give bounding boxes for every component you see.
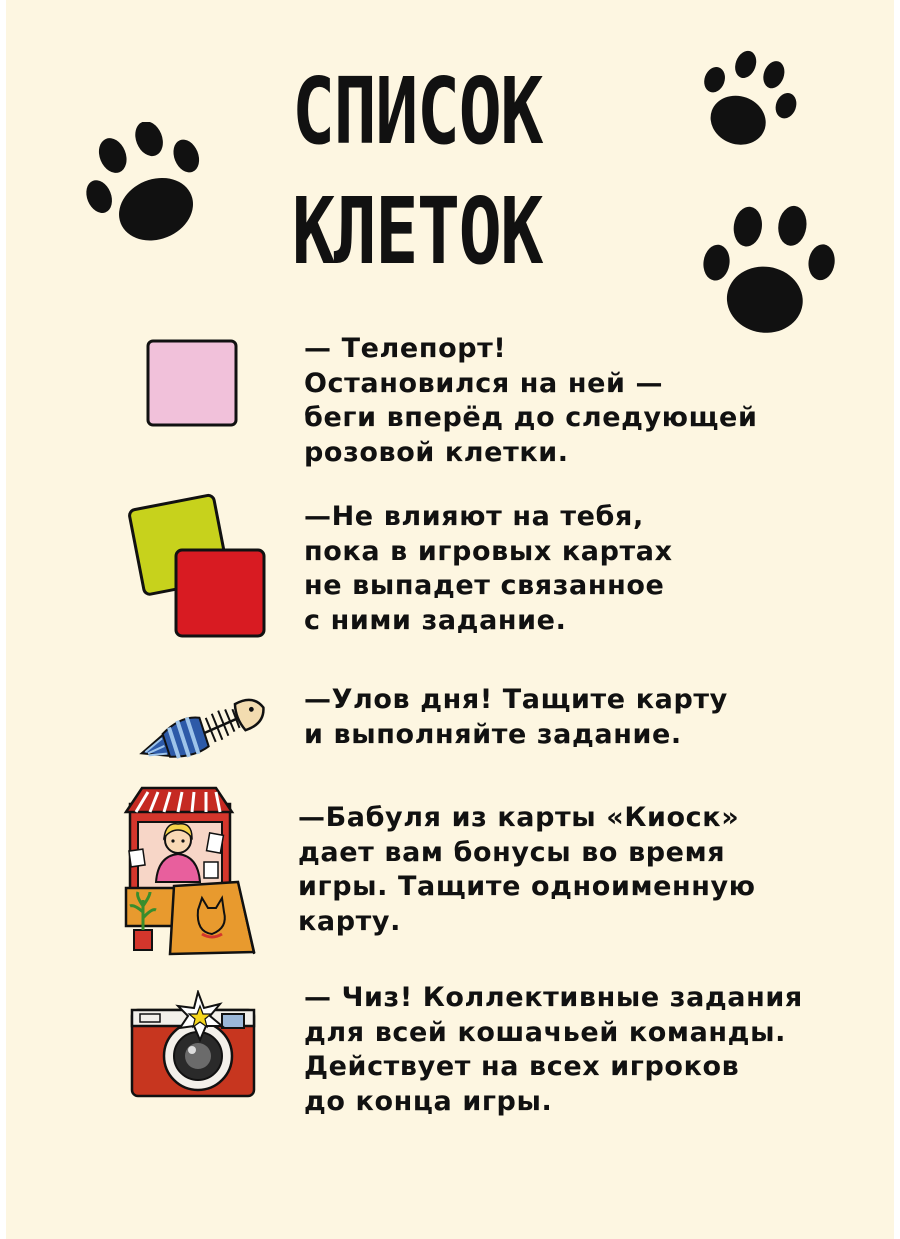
paw-print-icon xyxy=(694,48,804,163)
item-4-line: игры. Тащите одноименную xyxy=(298,871,756,902)
item-4-line: —Бабуля из карты «Киоск» xyxy=(298,802,740,833)
item-1-line: Остановился на ней — xyxy=(304,367,664,399)
fish-skeleton-icon xyxy=(130,684,270,769)
item-2-line: с ними задание. xyxy=(304,604,567,636)
item-4-line: дает вам бонусы во время xyxy=(298,836,726,868)
green-red-squares-icon xyxy=(126,490,276,640)
paw-print-icon xyxy=(694,195,844,345)
item-3-description xyxy=(304,683,728,752)
kiosk-grandma-icon xyxy=(120,782,260,957)
item-2-line: не выпадет связанное xyxy=(304,570,665,601)
item-5-line: Действует на всех игроков xyxy=(304,1051,740,1082)
item-4-description xyxy=(298,801,756,939)
item-2-description xyxy=(304,500,673,638)
item-1-description xyxy=(304,332,757,470)
item-5-line: до конца игры. xyxy=(304,1085,553,1117)
item-5-description xyxy=(304,981,803,1119)
title-line-1: СПИСОК xyxy=(292,58,542,165)
page-title xyxy=(292,52,573,291)
paw-print-icon xyxy=(78,122,223,257)
item-1-line: розовой клетки. xyxy=(304,436,569,468)
item-1-line: — Телепорт! xyxy=(304,333,507,364)
pink-square-icon xyxy=(146,339,240,429)
item-4-line: карту. xyxy=(298,905,401,937)
page xyxy=(6,0,894,1239)
item-5-line: для всей кошачьей команды. xyxy=(304,1016,786,1048)
item-3-line: —Улов дня! Тащите карту xyxy=(304,684,728,715)
item-5-line: — Чиз! Коллективные задания xyxy=(304,982,803,1013)
item-2-line: пока в игровых картах xyxy=(304,535,673,567)
item-1-line: беги вперёд до следующей xyxy=(304,402,758,433)
item-3-line: и выполняйте задание. xyxy=(304,718,682,750)
title-line-2: КЛЕТОК xyxy=(292,177,542,285)
camera-icon xyxy=(126,990,262,1102)
item-2-line: —Не влияют на тебя, xyxy=(304,501,644,532)
